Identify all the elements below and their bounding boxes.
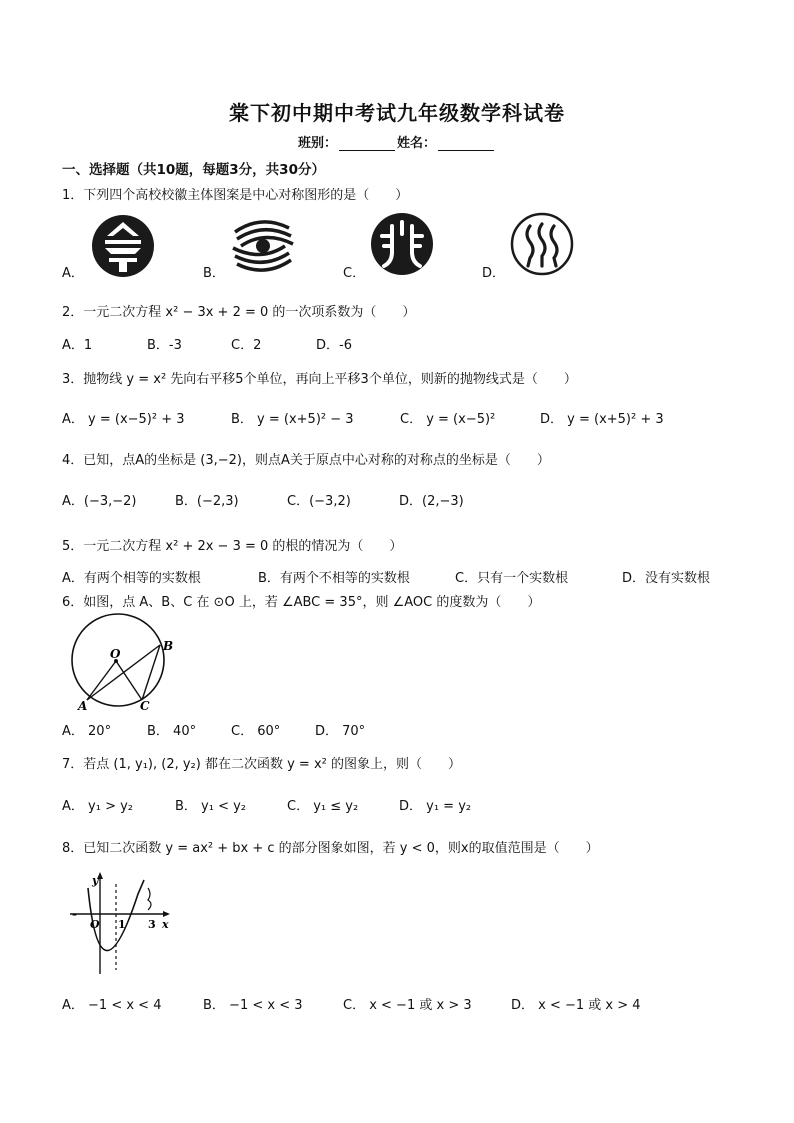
q5-option-d[interactable]: D．没有实数根 [622,571,711,586]
q4-option-c[interactable]: C．(−3,2) [287,494,351,509]
q5-option-a[interactable]: A．有两个相等的实数根 [62,571,201,586]
q2-option-c[interactable]: C．2 [231,338,262,353]
q2-option-b[interactable]: B．-3 [147,338,182,353]
name-blank[interactable] [438,136,494,151]
q7-option-d[interactable]: D． y₁ = y₂ [399,799,472,814]
label-x: x [162,918,169,931]
q8-option-b[interactable]: B． −1 < x < 3 [203,998,303,1013]
student-info-line [0,132,794,151]
q1-option-b[interactable]: B． [203,266,225,281]
class-blank[interactable] [339,136,395,151]
q1-option-c[interactable]: C． [343,266,366,281]
emblem-a-icon [91,214,155,278]
q4-option-a[interactable]: A．(−3,−2) [62,494,137,509]
name-label: 姓名： [397,136,437,151]
q1-option-a[interactable]: A． [62,266,84,281]
question-6-stem: 6．如图，点 A、B、C 在 ⊙O 上，若 ∠ABC = 35°，则 ∠AOC 的度数为（ ） [62,595,541,610]
question-3-stem: 3．抛物线 y = x² 先向右平移5个单位，再向上平移3个单位，则新的抛物线式是（ ） [62,372,577,387]
q2-option-a[interactable]: A．1 [62,338,93,353]
q6-option-d[interactable]: D． 70° [315,724,366,739]
q3-option-d[interactable]: D． y = (x+5)² + 3 [540,412,664,427]
q3-option-a[interactable]: A． y = (x−5)² + 3 [62,412,185,427]
question-1-stem: 1．下列四个高校校徽主体图案是中心对称图形的是（ ） [62,188,409,203]
q7-option-b[interactable]: B． y₁ < y₂ [175,799,247,814]
q6-option-c[interactable]: C． 60° [231,724,281,739]
q3-option-c[interactable]: C． y = (x−5)² [400,412,496,427]
q4-option-b[interactable]: B．(−2,3) [175,494,239,509]
emblem-b-icon [231,214,295,278]
class-label: 班别： [297,136,337,151]
label-neg: - [72,907,77,921]
q8-option-d[interactable]: D． x < −1 或 x > 4 [511,998,641,1013]
q5-option-b[interactable]: B．有两个不相等的实数根 [258,571,410,586]
label-o: O [90,918,100,931]
question-4-stem: 4．已知，点A的坐标是 (3,−2)，则点A关于原点中心对称的对称点的坐标是（ ） [62,453,550,468]
label-a: A [78,699,88,713]
emblem-d-icon [510,212,574,276]
emblem-c-icon [370,212,434,276]
section-heading: 一、选择题（共10题，每题3分，共30分） [62,162,325,178]
label-o: O [110,647,121,661]
q7-option-a[interactable]: A． y₁ > y₂ [62,799,133,814]
circle-figure [64,612,174,712]
parabola-figure [64,870,174,980]
q8-option-a[interactable]: A． −1 < x < 4 [62,998,162,1013]
q5-option-c[interactable]: C．只有一个实数根 [455,571,569,586]
q7-option-c[interactable]: C． y₁ ≤ y₂ [287,799,359,814]
label-3: 3 [148,918,156,931]
question-7-stem: 7．若点 (1, y₁), (2, y₂) 都在二次函数 y = x² 的图象上，则（ ） [62,757,461,772]
q3-option-b[interactable]: B． y = (x+5)² − 3 [231,412,354,427]
label-y: y [92,874,99,887]
q4-option-d[interactable]: D．(2,−3) [399,494,464,509]
label-c: C [140,699,150,713]
label-1: 1 [118,918,126,931]
question-2-stem: 2．一元二次方程 x² − 3x + 2 = 0 的一次项系数为（ ） [62,305,416,320]
page-title: 棠下初中期中考试九年级数学科试卷 [229,101,565,125]
q6-option-a[interactable]: A． 20° [62,724,112,739]
q8-option-c[interactable]: C． x < −1 或 x > 3 [343,998,472,1013]
question-8-stem: 8．已知二次函数 y = ax² + bx + c 的部分图象如图，若 y < 0，则x的取值范围是（ ） [62,841,599,856]
label-b: B [163,639,174,653]
q2-option-d[interactable]: D．-6 [316,338,352,353]
q1-option-d[interactable]: D． [482,266,506,281]
q6-option-b[interactable]: B． 40° [147,724,197,739]
question-5-stem: 5．一元二次方程 x² + 2x − 3 = 0 的根的情况为（ ） [62,539,403,554]
